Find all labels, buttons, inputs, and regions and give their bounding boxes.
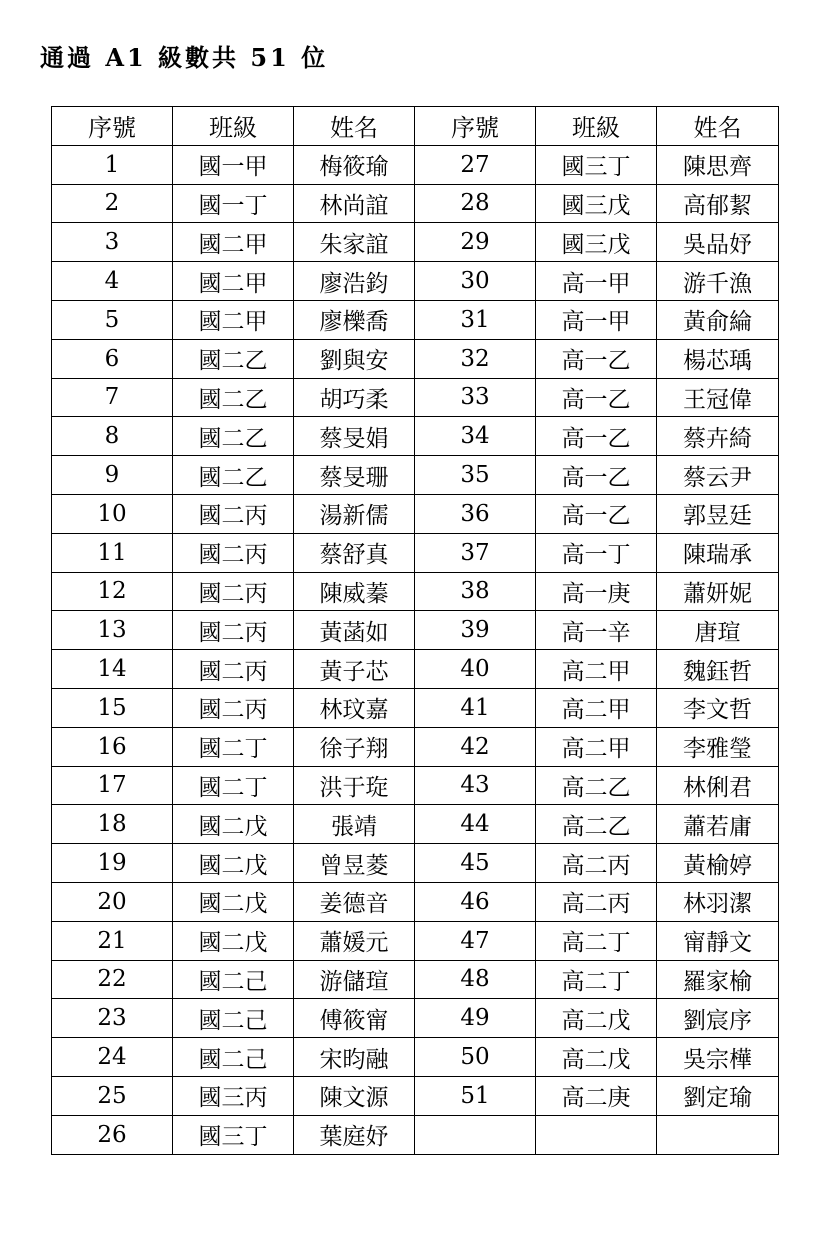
cell-number-left: 15 [52, 688, 173, 727]
table-row [52, 727, 779, 766]
cell-number-left: 18 [52, 805, 173, 844]
cell-number-left: 19 [52, 844, 173, 883]
cell-name-right: 陳瑞承 [657, 533, 779, 572]
cell-name-left: 張靖 [294, 805, 415, 844]
cell-number-left: 17 [52, 766, 173, 805]
cell-number-right: 29 [415, 223, 536, 262]
cell-class-left: 國二甲 [173, 262, 294, 301]
cell-class-left: 國二丙 [173, 494, 294, 533]
cell-name-left: 林玟嘉 [294, 688, 415, 727]
cell-name-right: 黃榆婷 [657, 844, 779, 883]
cell-class-right: 高二庚 [536, 1076, 657, 1115]
cell-name-left: 劉與安 [294, 339, 415, 378]
cell-number-left: 16 [52, 727, 173, 766]
cell-number-left: 22 [52, 960, 173, 999]
header-number-left: 序號 [52, 107, 173, 146]
cell-name-left: 徐子翔 [294, 727, 415, 766]
cell-number-right: 49 [415, 999, 536, 1038]
cell-class-right: 高一庚 [536, 572, 657, 611]
cell-number-left: 10 [52, 494, 173, 533]
table-row [52, 650, 779, 689]
cell-number-right: 28 [415, 184, 536, 223]
cell-number-left: 9 [52, 456, 173, 495]
cell-class-right: 高一乙 [536, 378, 657, 417]
cell-class-right: 高一乙 [536, 494, 657, 533]
cell-number-left: 20 [52, 882, 173, 921]
cell-number-right: 50 [415, 1038, 536, 1077]
cell-name-right: 劉定瑜 [657, 1076, 779, 1115]
table-row [52, 262, 779, 301]
cell-class-right: 國三丁 [536, 145, 657, 184]
cell-number-left: 3 [52, 223, 173, 262]
cell-number-left: 14 [52, 650, 173, 689]
cell-number-left: 6 [52, 339, 173, 378]
cell-number-left: 25 [52, 1076, 173, 1115]
header-name-left: 姓名 [294, 107, 415, 146]
table-row [52, 184, 779, 223]
cell-name-right: 林羽潔 [657, 882, 779, 921]
cell-number-right: 51 [415, 1076, 536, 1115]
cell-class-left: 國二甲 [173, 223, 294, 262]
cell-name-left: 宋昀融 [294, 1038, 415, 1077]
cell-name-left: 陳文源 [294, 1076, 415, 1115]
cell-class-right: 高一乙 [536, 417, 657, 456]
table-row [52, 844, 779, 883]
cell-class-left: 國二乙 [173, 456, 294, 495]
cell-class-left: 國二戊 [173, 805, 294, 844]
cell-name-right: 郭昱廷 [657, 494, 779, 533]
table-row [52, 805, 779, 844]
cell-number-right: 35 [415, 456, 536, 495]
cell-class-right: 國三戊 [536, 223, 657, 262]
cell-name-right: 吳品妤 [657, 223, 779, 262]
cell-number-left: 4 [52, 262, 173, 301]
table-row [52, 1038, 779, 1077]
table-row [52, 1115, 779, 1154]
cell-number-right: 32 [415, 339, 536, 378]
cell-number-right: 48 [415, 960, 536, 999]
cell-number-left: 8 [52, 417, 173, 456]
cell-class-right: 高一乙 [536, 339, 657, 378]
cell-class-right: 高二甲 [536, 688, 657, 727]
cell-class-left: 國二己 [173, 999, 294, 1038]
cell-number-left: 1 [52, 145, 173, 184]
table-row [52, 882, 779, 921]
cell-name-right: 游千漁 [657, 262, 779, 301]
cell-name-right: 蔡云尹 [657, 456, 779, 495]
cell-number-left: 12 [52, 572, 173, 611]
cell-name-left: 湯新儒 [294, 494, 415, 533]
table-row [52, 145, 779, 184]
cell-class-left: 國一甲 [173, 145, 294, 184]
cell-name-left: 胡巧柔 [294, 378, 415, 417]
table-row [52, 223, 779, 262]
cell-name-left: 黃子芯 [294, 650, 415, 689]
cell-number-right [415, 1115, 536, 1154]
cell-class-right: 高二甲 [536, 650, 657, 689]
cell-class-left: 國二丁 [173, 766, 294, 805]
cell-class-left: 國二丙 [173, 611, 294, 650]
cell-class-right: 高二丁 [536, 960, 657, 999]
cell-number-left: 26 [52, 1115, 173, 1154]
cell-number-right: 40 [415, 650, 536, 689]
cell-number-right: 47 [415, 921, 536, 960]
table-row [52, 1076, 779, 1115]
cell-class-left: 國二丁 [173, 727, 294, 766]
cell-name-left: 葉庭妤 [294, 1115, 415, 1154]
cell-class-left: 國二乙 [173, 339, 294, 378]
table-row [52, 611, 779, 650]
cell-number-right: 43 [415, 766, 536, 805]
cell-name-right: 李文哲 [657, 688, 779, 727]
cell-name-left: 洪于琁 [294, 766, 415, 805]
cell-class-left: 國二丙 [173, 688, 294, 727]
cell-name-left: 蕭媛元 [294, 921, 415, 960]
cell-name-left: 廖櫟喬 [294, 300, 415, 339]
cell-class-left: 國三丁 [173, 1115, 294, 1154]
cell-class-right: 高一丁 [536, 533, 657, 572]
cell-number-left: 21 [52, 921, 173, 960]
cell-number-right: 41 [415, 688, 536, 727]
cell-number-right: 39 [415, 611, 536, 650]
cell-number-left: 7 [52, 378, 173, 417]
table-row [52, 766, 779, 805]
page-title: 通過 A1 級數共 51 位 [40, 43, 329, 72]
cell-name-left: 蔡舒真 [294, 533, 415, 572]
cell-name-left: 廖浩鈞 [294, 262, 415, 301]
cell-number-left: 13 [52, 611, 173, 650]
cell-name-left: 曾昱菱 [294, 844, 415, 883]
cell-name-right: 高郁絜 [657, 184, 779, 223]
table-row [52, 300, 779, 339]
cell-class-left: 國二戊 [173, 844, 294, 883]
cell-number-left: 11 [52, 533, 173, 572]
cell-number-left: 5 [52, 300, 173, 339]
cell-class-left: 國二戊 [173, 921, 294, 960]
header-class-right: 班級 [536, 107, 657, 146]
cell-name-right: 蔡卉綺 [657, 417, 779, 456]
cell-class-right [536, 1115, 657, 1154]
cell-number-right: 31 [415, 300, 536, 339]
header-class-left: 班級 [173, 107, 294, 146]
cell-name-right: 唐瑄 [657, 611, 779, 650]
cell-number-right: 36 [415, 494, 536, 533]
cell-name-left: 蔡旻珊 [294, 456, 415, 495]
cell-number-right: 27 [415, 145, 536, 184]
table-row [52, 339, 779, 378]
table-row [52, 378, 779, 417]
table-row [52, 494, 779, 533]
cell-name-left: 游儲瑄 [294, 960, 415, 999]
cell-class-right: 高一甲 [536, 300, 657, 339]
cell-name-right: 林俐君 [657, 766, 779, 805]
cell-class-right: 國三戊 [536, 184, 657, 223]
cell-class-left: 國二戊 [173, 882, 294, 921]
cell-name-right: 劉宸序 [657, 999, 779, 1038]
table-row [52, 417, 779, 456]
cell-number-right: 38 [415, 572, 536, 611]
roster-table [51, 106, 779, 1155]
header-number-right: 序號 [415, 107, 536, 146]
cell-name-right: 黃俞綸 [657, 300, 779, 339]
cell-number-right: 46 [415, 882, 536, 921]
cell-name-left: 姜德音 [294, 882, 415, 921]
cell-class-right: 高一乙 [536, 456, 657, 495]
cell-name-right: 甯靜文 [657, 921, 779, 960]
cell-class-right: 高二丙 [536, 844, 657, 883]
cell-number-right: 45 [415, 844, 536, 883]
cell-class-right: 高二丙 [536, 882, 657, 921]
cell-number-right: 42 [415, 727, 536, 766]
cell-number-right: 30 [415, 262, 536, 301]
cell-name-right: 蕭妍妮 [657, 572, 779, 611]
cell-number-left: 24 [52, 1038, 173, 1077]
cell-class-right: 高一辛 [536, 611, 657, 650]
cell-name-right: 魏鈺哲 [657, 650, 779, 689]
cell-name-left: 傅筱甯 [294, 999, 415, 1038]
cell-name-right: 羅家榆 [657, 960, 779, 999]
cell-name-right: 吳宗樺 [657, 1038, 779, 1077]
cell-name-right: 王冠偉 [657, 378, 779, 417]
table-row [52, 456, 779, 495]
cell-number-right: 33 [415, 378, 536, 417]
cell-name-left: 林尚誼 [294, 184, 415, 223]
cell-class-right: 高二乙 [536, 766, 657, 805]
cell-class-left: 國二丙 [173, 533, 294, 572]
table-row [52, 688, 779, 727]
table-row [52, 999, 779, 1038]
cell-name-right: 陳思齊 [657, 145, 779, 184]
table-row [52, 960, 779, 999]
header-row [52, 107, 779, 146]
cell-name-right: 蕭若庸 [657, 805, 779, 844]
cell-class-right: 高二乙 [536, 805, 657, 844]
cell-class-left: 國二甲 [173, 300, 294, 339]
cell-name-right: 楊芯瑀 [657, 339, 779, 378]
cell-class-right: 高二戊 [536, 999, 657, 1038]
cell-class-left: 國二丙 [173, 650, 294, 689]
cell-name-left: 朱家誼 [294, 223, 415, 262]
cell-number-left: 23 [52, 999, 173, 1038]
cell-number-right: 44 [415, 805, 536, 844]
cell-name-left: 黃菡如 [294, 611, 415, 650]
cell-name-left: 梅筱瑜 [294, 145, 415, 184]
cell-class-left: 國二己 [173, 960, 294, 999]
cell-class-left: 國二己 [173, 1038, 294, 1077]
cell-class-right: 高二戊 [536, 1038, 657, 1077]
cell-class-right: 高二丁 [536, 921, 657, 960]
cell-number-left: 2 [52, 184, 173, 223]
table-row [52, 533, 779, 572]
cell-class-left: 國二丙 [173, 572, 294, 611]
cell-name-left: 蔡旻娟 [294, 417, 415, 456]
cell-name-right [657, 1115, 779, 1154]
cell-class-left: 國二乙 [173, 378, 294, 417]
header-name-right: 姓名 [657, 107, 779, 146]
table-row [52, 921, 779, 960]
cell-class-left: 國一丁 [173, 184, 294, 223]
cell-class-left: 國二乙 [173, 417, 294, 456]
cell-name-left: 陳威蓁 [294, 572, 415, 611]
cell-number-right: 34 [415, 417, 536, 456]
table-row [52, 572, 779, 611]
cell-number-right: 37 [415, 533, 536, 572]
cell-class-right: 高二甲 [536, 727, 657, 766]
cell-class-left: 國三丙 [173, 1076, 294, 1115]
cell-class-right: 高一甲 [536, 262, 657, 301]
cell-name-right: 李雅瑩 [657, 727, 779, 766]
